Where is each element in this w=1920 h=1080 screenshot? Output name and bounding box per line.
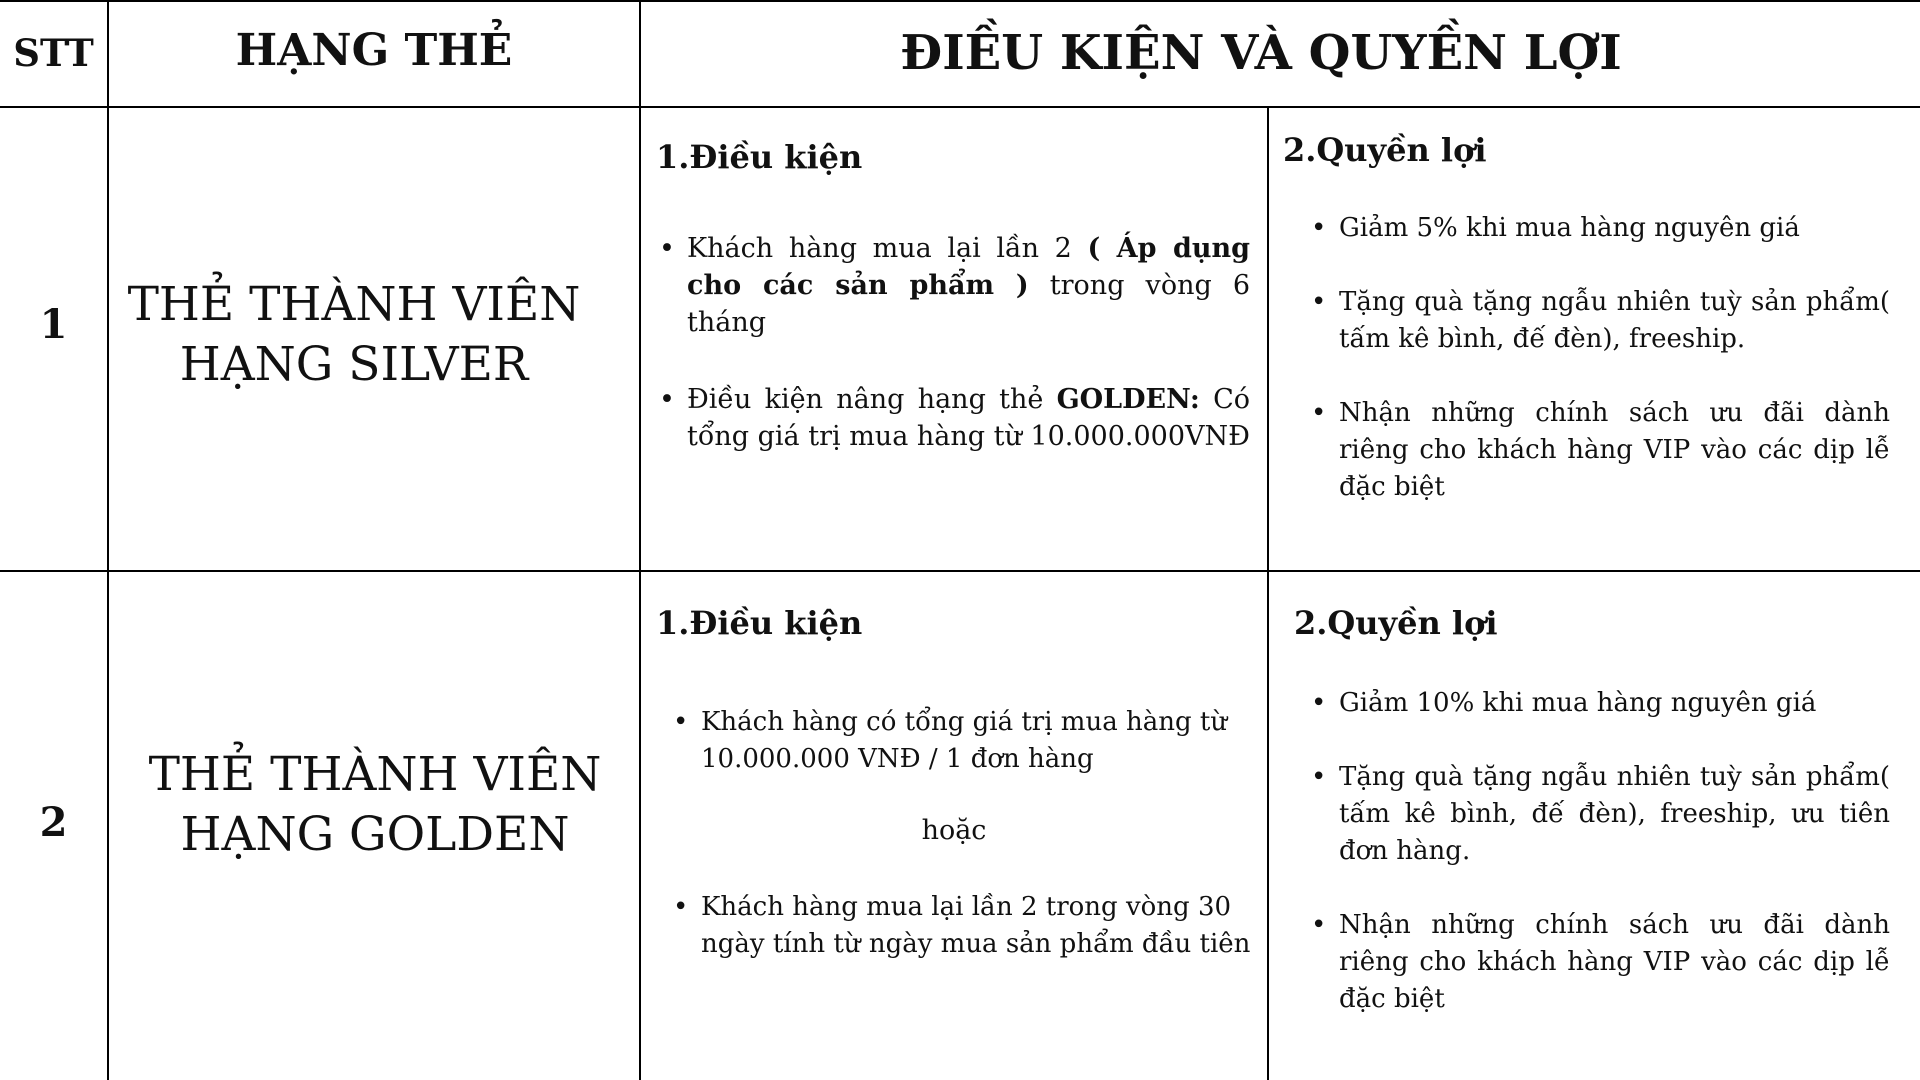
conditions-list	[701, 889, 1251, 963]
benefit-item: • Tặng quà tặng ngẫu nhiên tuỳ sản phẩm( tấm kê bình, đế đèn), freeship, ưu tiên đơn hàng.	[1339, 759, 1890, 870]
tier-name	[130, 740, 620, 870]
benefit-item: • Nhận những chính sách ưu đãi dành riêng cho khách hàng VIP vào các dịp lễ đặc biệt	[1339, 395, 1890, 506]
tier-name-line1: THẺ THÀNH VIÊN	[148, 747, 602, 802]
conditions-title: 1.Điều kiện	[656, 604, 863, 642]
benefit-item: • Giảm 10% khi mua hàng nguyên giá	[1339, 685, 1890, 722]
col-divider-benefits	[1267, 107, 1269, 1080]
or-separator: hoặc	[921, 815, 987, 846]
conditions-title: 1.Điều kiện	[656, 138, 863, 176]
benefits-list	[1339, 210, 1890, 506]
header-stt: STT	[13, 31, 94, 75]
header-conditions-benefits: ĐIỀU KIỆN VÀ QUYỀN LỢI	[900, 25, 1622, 81]
condition-item: • Khách hàng mua lại lần 2 ( Áp dụng cho các sản phẩm ) trong vòng 6 tháng	[687, 230, 1250, 341]
header-tier: HẠNG THẺ	[235, 24, 513, 76]
tier-name-line1: THẺ THÀNH VIÊN	[127, 277, 581, 332]
header-divider	[0, 106, 1920, 108]
benefit-item: • Giảm 5% khi mua hàng nguyên giá	[1339, 210, 1890, 247]
conditions-list	[687, 230, 1250, 455]
condition-item: • Khách hàng mua lại lần 2 trong vòng 30 ngày tính từ ngày mua sản phẩm đầu tiên	[701, 889, 1251, 963]
benefits-title: 2.Quyền lợi	[1294, 604, 1498, 642]
tier-name-line2: HẠNG GOLDEN	[180, 807, 570, 862]
benefit-item: • Nhận những chính sách ưu đãi dành riêng cho khách hàng VIP vào các dịp lễ đặc biệt	[1339, 907, 1890, 1018]
benefits-list	[1339, 685, 1890, 1018]
condition-item: • Khách hàng có tổng giá trị mua hàng từ 10.000.000 VNĐ / 1 đơn hàng	[701, 704, 1251, 778]
tier-name-line2: HẠNG SILVER	[179, 337, 529, 392]
benefits-title: 2.Quyền lợi	[1283, 131, 1487, 169]
tier-name	[109, 270, 599, 400]
row-number: 2	[39, 798, 68, 846]
col-divider-tier	[639, 0, 641, 1080]
condition-item: • Điều kiện nâng hạng thẻ GOLDEN: Có tổng giá trị mua hàng từ 10.000.000VNĐ	[687, 381, 1250, 455]
conditions-list	[701, 704, 1251, 778]
col-divider-stt	[107, 0, 109, 1080]
benefit-item: • Tặng quà tặng ngẫu nhiên tuỳ sản phẩm( tấm kê bình, đế đèn), freeship.	[1339, 284, 1890, 358]
row-divider	[0, 570, 1920, 572]
row-number: 1	[39, 300, 68, 348]
